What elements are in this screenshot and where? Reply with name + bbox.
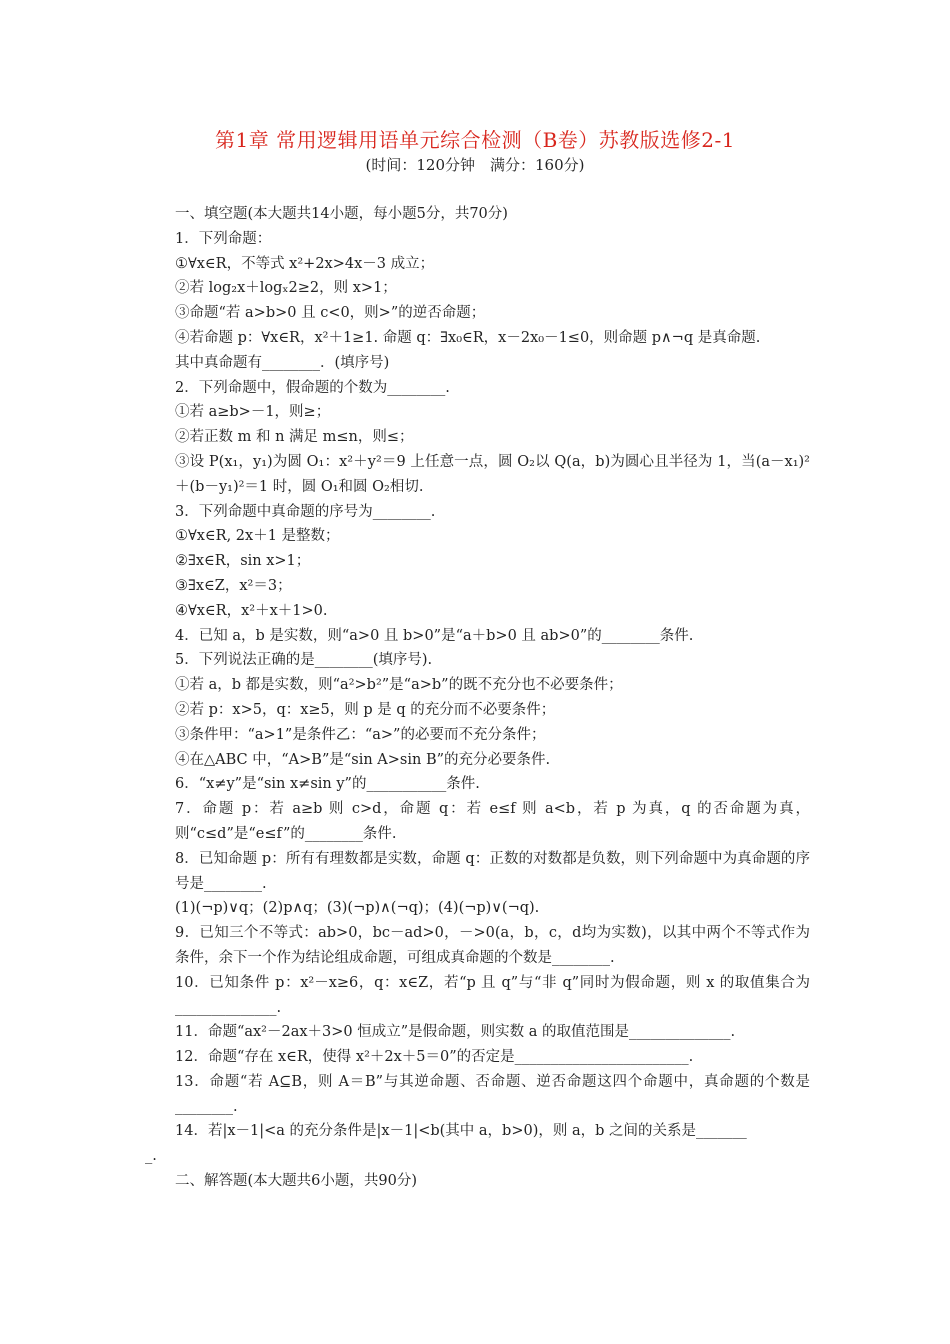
document-title: 第1章 常用逻辑用语单元综合检测（B卷）苏教版选修2-1	[215, 128, 735, 152]
question-2-item-1: ①若 a≥b>－1，则≥；	[175, 404, 331, 421]
question-2-item-2: ②若正数 m 和 n 满足 m≤n，则≤；	[175, 429, 414, 446]
question-1-stem: 1．下列命题：	[175, 230, 272, 247]
question-10: 10．已知条件 p：x²－x≥6，q：x∈Z，若“p 且 q”与“非 q”同时为假命题，则 x 的取值集合为______________.	[175, 974, 810, 1016]
question-12: 12．命题“存在 x∈R，使得 x²＋2x＋5＝0”的否定是________________________.	[175, 1049, 694, 1066]
question-1-item-1: ①∀x∈R，不等式 x²+2x>4x－3 成立；	[175, 255, 435, 272]
question-11: 11．命题“ax²－2ax＋3>0 恒成立”是假命题，则实数 a 的取值范围是______________.	[175, 1024, 736, 1041]
document-body	[145, 202, 810, 1194]
question-13: 13．命题“若 A⊆B，则 A＝B”与其逆命题、否命题、逆否命题这四个命题中，真命题的个数是________.	[175, 1073, 810, 1115]
question-3-item-2: ②∃x∈R，sin x>1；	[175, 553, 311, 570]
question-3-item-3: ③∃x∈Z，x²＝3；	[175, 577, 292, 594]
question-14: 14．若|x－1|<a 的充分条件是|x－1|<b(其中 a，b>0)，则 a，b 之间的关系是_______	[175, 1123, 747, 1140]
question-5-item-1: ①若 a，b 都是实数，则“a²>b²”是“a>b”的既不充分也不必要条件；	[175, 677, 623, 694]
question-1-answer-prompt: 其中真命题有________．(填序号)	[175, 354, 390, 371]
question-2-item-3: ③设 P(x₁，y₁)为圆 O₁：x²＋y²＝9 上任意一点，圆 O₂以 Q(a，b)为圆心且半径为 1，当(a－x₁)²＋(b－y₁)²＝1 时，圆 O₁和圆 O₂相切.	[175, 453, 810, 495]
question-5-item-3: ③条件甲：“a>1”是条件乙：“a>”的必要而不充分条件；	[175, 726, 546, 743]
question-5-item-4: ④在△ABC 中，“A>B”是“sin A>sin B”的充分必要条件.	[175, 751, 551, 768]
question-3-item-1: ①∀x∈R, 2x＋1 是整数；	[175, 528, 340, 545]
question-1-item-2: ②若 log₂x＋logₓ2≥2，则 x>1；	[175, 280, 397, 297]
exam-time-and-score: (时间：120分钟 满分：160分)	[365, 156, 585, 174]
section-heading-fill-in: 一、填空题(本大题共14小题，每小题5分，共70分)	[175, 206, 508, 222]
question-7: 7．命题 p：若 a≥b 则 c>d，命题 q：若 e≤f 则 a<b，若 p 为真，q 的否命题为真，则“c≤d”是“e≤f”的________条件.	[175, 801, 810, 842]
question-8-stem: 8．已知命题 p：所有有理数都是实数，命题 q：正数的对数都是负数，则下列命题中为真命题的序号是________.	[175, 850, 810, 892]
question-3-stem: 3．下列命题中真命题的序号为________.	[175, 503, 436, 520]
section-heading-solutions: 二、解答题(本大题共6小题，共90分)	[175, 1173, 417, 1190]
question-1-item-3: ③命题“若 a>b>0 且 c<0，则>”的逆否命题；	[175, 305, 486, 322]
question-2-stem: 2．下列命题中，假命题的个数为________.	[175, 379, 450, 396]
question-8-options: (1)(¬p)∨q；(2)p∧q；(3)(¬p)∧(¬q)；(4)(¬p)∨(¬q).	[175, 900, 540, 917]
question-1-item-4: ④若命题 p：∀x∈R，x²＋1≥1. 命题 q：∃x₀∈R，x－2x₀－1≤0，则命题 p∧¬q 是真命题.	[175, 329, 761, 346]
question-9: 9．已知三个不等式：ab>0，bc－ad>0，－>0(a，b，c，d均为实数)，以其中两个不等式作为条件，余下一个作为结论组成命题，可组成真命题的个数是________.	[175, 925, 810, 966]
question-14-continuation: _.	[145, 1148, 157, 1165]
question-5-item-2: ②若 p：x>5，q：x≥5，则 p 是 q 的充分而不必要条件；	[175, 701, 556, 718]
question-5-stem: 5．下列说法正确的是________(填序号).	[175, 652, 433, 669]
question-3-item-4: ④∀x∈R，x²＋x＋1>0.	[175, 602, 328, 619]
question-4: 4．已知 a，b 是实数，则“a>0 且 b>0”是“a＋b>0 且 ab>0”的________条件.	[175, 627, 694, 644]
question-6: 6．“x≠y”是“sin x≠sin y”的___________条件.	[175, 776, 480, 793]
